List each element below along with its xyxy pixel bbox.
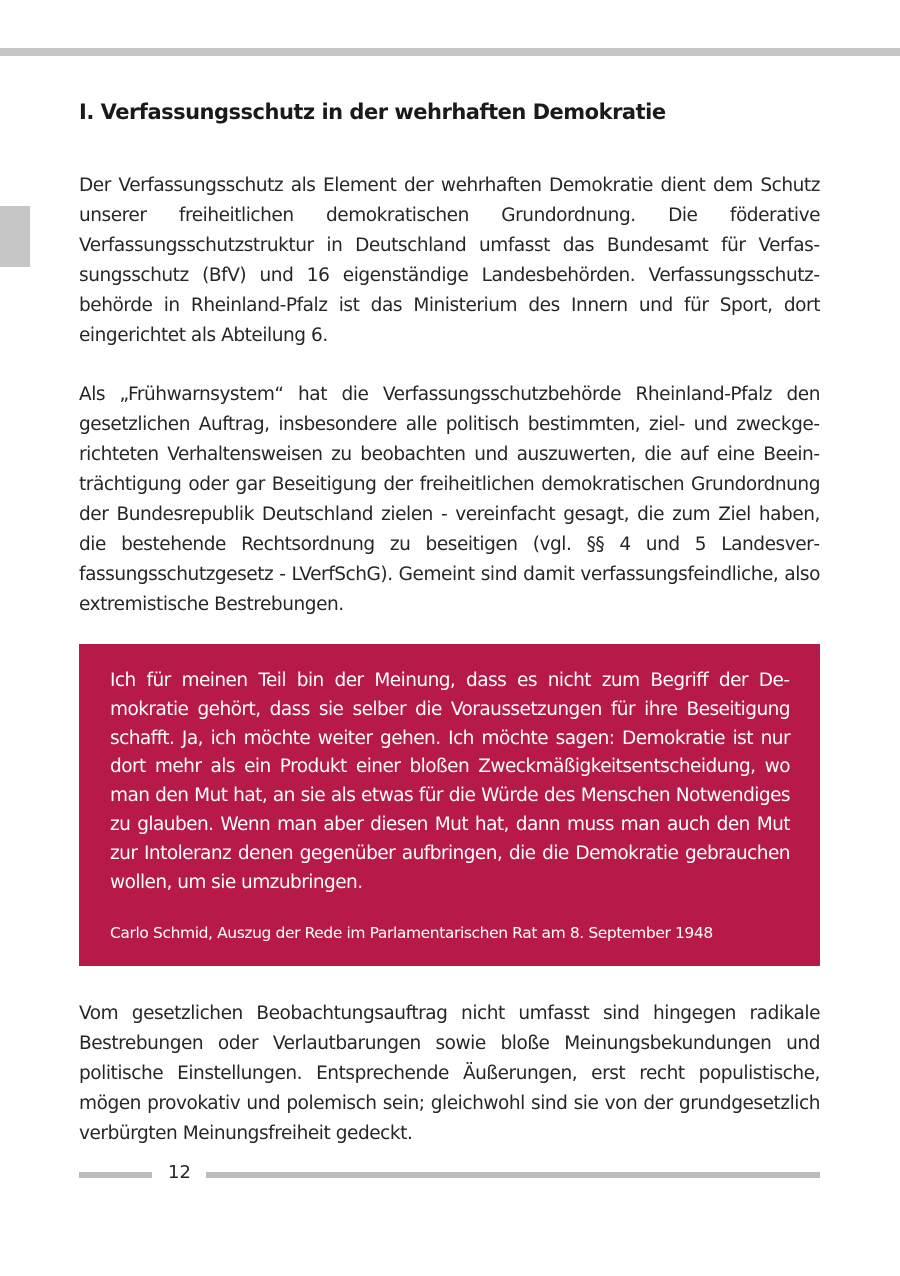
- page-number: 12: [168, 1162, 191, 1183]
- footer-rule-right: [206, 1172, 820, 1178]
- footer-rule-left: [79, 1172, 152, 1178]
- quote-box: [79, 644, 820, 966]
- quote-text: Ich für meinen Teil bin der Meinung, dass es nicht zum Begriff der Demokratie gehört, dass sie selber die Voraussetzungen für ihre Beseitigung schafft. Ja, ich möchte weiter gehen. Ich möchte sagen: Demokratie ist nur dort mehr als ein Produkt einer bloßen Zweckmäßigkeitsentscheidung, wo man den Mut hat, an sie als etwas für die Würde des Menschen Notwendiges zu glauben. Wenn man aber diesen Mut hat, dann muss man auch den Mut zur Intoleranz denen gegenüber aufbringen, die die Demokratie gebrauchen wollen, um sie umzubringen.: [110, 669, 790, 894]
- chapter-marker-tab: [0, 206, 30, 267]
- paragraph-intro: Der Verfassungsschutz als Element der wehrhaften Demokratie dient dem Schutz unserer freiheitlichen demokratischen Grundordnung. Die föderative Verfassungsschutzstruktur in Deutschland umfasst das Bundesamt für Verfassungsschutz (BfV) und 16 eigenständige Landesbehörden. Verfassungsschutzbehörde in Rheinland-Pfalz ist das Ministerium des Innern und für Sport, dort eingerichtet als Abteilung 6.: [79, 175, 820, 346]
- page-footer: [79, 1158, 820, 1188]
- paragraph-scope: Vom gesetzlichen Beobachtungsauftrag nicht umfasst sind hingegen radikale Bestrebungen oder Verlautbarungen sowie bloße Meinungsbekundungen und politische Einstellungen. Entsprechende Äußerungen, erst recht populistische, mögen provokativ und polemisch sein; gleichwohl sind sie von der grundgesetzlich verbürgten Meinungsfreiheit gedeckt.: [79, 1002, 820, 1144]
- quote-source: Carlo Schmid, Auszug der Rede im Parlamentarischen Rat am 8. September 1948: [110, 923, 713, 942]
- section-heading: I. Verfassungsschutz in der wehrhaften Demokratie: [79, 100, 666, 124]
- page-content: [79, 97, 820, 1148]
- paragraph-early-warning: Als „Frühwarnsystem“ hat die Verfassungsschutzbehörde Rheinland-Pfalz den gesetzlichen Auftrag, insbesondere alle politisch bestimmten, ziel- und zweckgerichteten Verhaltensweisen zu beobachten und auszuwerten, die auf eine Beeinträchtigung oder gar Beseitigung der freiheitlichen demokratischen Grundordnung der Bundesrepublik Deutschland zielen - vereinfacht gesagt, die zum Ziel haben, die bestehende Rechtsordnung zu beseitigen (vgl. §§ 4 und 5 Landesverfassungsschutzgesetz - LVerfSchG). Gemeint sind damit verfassungsfeindliche, also extremistische Bestrebungen.: [79, 384, 820, 615]
- header-rule: [0, 48, 900, 56]
